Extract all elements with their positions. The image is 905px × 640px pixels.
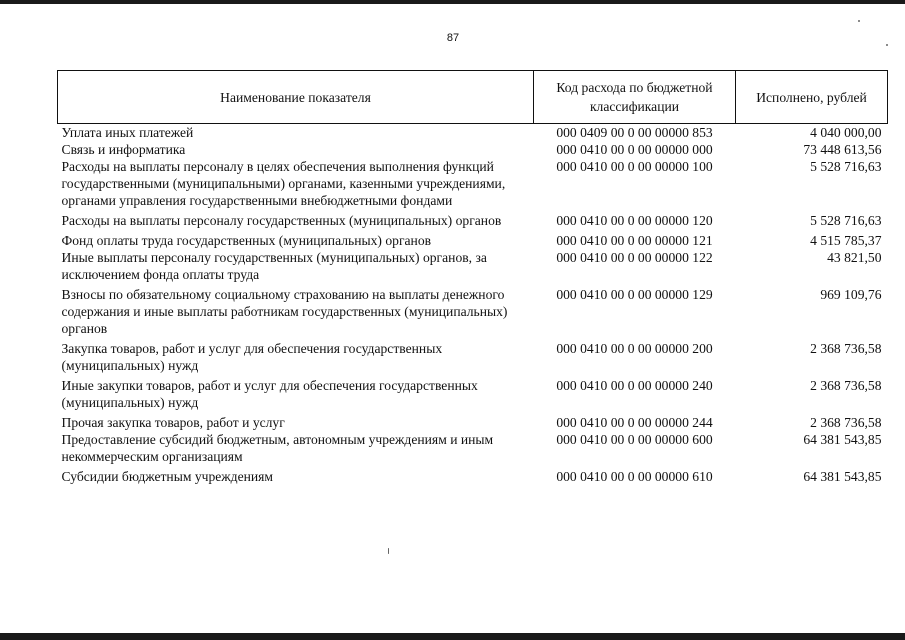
row-name: Прочая закупка товаров, работ и услуг xyxy=(61,415,285,430)
row-amount: 4 040 000,00 xyxy=(810,125,882,140)
header-executed-amount: Исполнено, рублей xyxy=(736,71,888,124)
table-row xyxy=(58,124,888,142)
row-amount: 64 381 543,85 xyxy=(803,469,882,484)
row-code: 000 0410 00 0 00 00000 200 xyxy=(556,341,713,356)
row-name: Закупка товаров, работ и услуг для обеспечения государственных (муниципальных) нужд xyxy=(61,341,443,373)
scan-bottom-border xyxy=(0,633,905,640)
row-amount: 43 821,50 xyxy=(827,250,882,265)
scan-top-border xyxy=(0,0,905,4)
row-name: Уплата иных платежей xyxy=(61,125,194,140)
table-row xyxy=(58,374,888,411)
table-header-row xyxy=(58,71,888,124)
table-row xyxy=(58,209,888,229)
row-name: Фонд оплаты труда государственных (муниципальных) органов xyxy=(61,233,432,248)
header-indicator-name: Наименование показателя xyxy=(58,71,534,124)
table-row xyxy=(58,465,888,485)
row-name: Иные выплаты персоналу государственных (муниципальных) органов, за исключением фонда оплаты труда xyxy=(61,250,487,282)
table-row xyxy=(58,141,888,158)
row-code: 000 0410 00 0 00 00000 121 xyxy=(556,233,713,248)
row-name: Предоставление субсидий бюджетным, автономным учреждениям и иным некоммерческим организациям xyxy=(61,432,494,464)
row-code: 000 0410 00 0 00 00000 240 xyxy=(556,378,713,393)
page-number: 87 xyxy=(446,32,460,44)
row-code: 000 0410 00 0 00 00000 244 xyxy=(556,415,713,430)
table-row xyxy=(58,229,888,249)
scan-speck xyxy=(388,548,389,554)
row-code: 000 0410 00 0 00 00000 122 xyxy=(556,250,713,265)
row-code: 000 0410 00 0 00 00000 610 xyxy=(556,469,713,484)
row-amount: 5 528 716,63 xyxy=(810,213,882,228)
row-amount: 5 528 716,63 xyxy=(810,159,882,174)
budget-execution-table xyxy=(57,70,888,485)
table-row xyxy=(58,249,888,283)
row-name: Субсидии бюджетным учреждениям xyxy=(61,469,274,484)
scan-speck xyxy=(886,44,888,46)
row-code: 000 0410 00 0 00 00000 129 xyxy=(556,287,713,302)
row-name: Взносы по обязательному социальному страхованию на выплаты денежного содержания и иные выплаты работникам государственных (муниципальных) органов xyxy=(61,287,508,336)
row-name: Расходы на выплаты персоналу государственных (муниципальных) органов xyxy=(61,213,502,228)
header-budget-code: Код расхода по бюджетной классификации xyxy=(534,71,736,124)
row-amount: 2 368 736,58 xyxy=(810,415,882,430)
table-row xyxy=(58,431,888,465)
row-amount: 64 381 543,85 xyxy=(803,432,882,447)
row-amount: 969 109,76 xyxy=(820,287,882,302)
row-name: Иные закупки товаров, работ и услуг для обеспечения государственных (муниципальных) нужд xyxy=(61,378,478,410)
row-name: Связь и информатика xyxy=(61,142,186,157)
row-code: 000 0410 00 0 00 00000 100 xyxy=(556,159,713,174)
table-row xyxy=(58,337,888,374)
row-amount: 2 368 736,58 xyxy=(810,378,882,393)
table-row xyxy=(58,411,888,431)
scan-speck xyxy=(858,20,860,22)
row-code: 000 0410 00 0 00 00000 000 xyxy=(556,142,713,157)
row-amount: 73 448 613,56 xyxy=(803,142,882,157)
row-amount: 4 515 785,37 xyxy=(810,233,882,248)
row-code: 000 0409 00 0 00 00000 853 xyxy=(556,125,713,140)
row-code: 000 0410 00 0 00 00000 600 xyxy=(556,432,713,447)
row-name: Расходы на выплаты персоналу в целях обеспечения выполнения функций государственными (муниципальными) органами, казенными учреждениями, органами управления государственными внебюджетными фондами xyxy=(61,159,506,208)
row-code: 000 0410 00 0 00 00000 120 xyxy=(556,213,713,228)
table-row xyxy=(58,158,888,209)
table-row xyxy=(58,283,888,337)
row-amount: 2 368 736,58 xyxy=(810,341,882,356)
